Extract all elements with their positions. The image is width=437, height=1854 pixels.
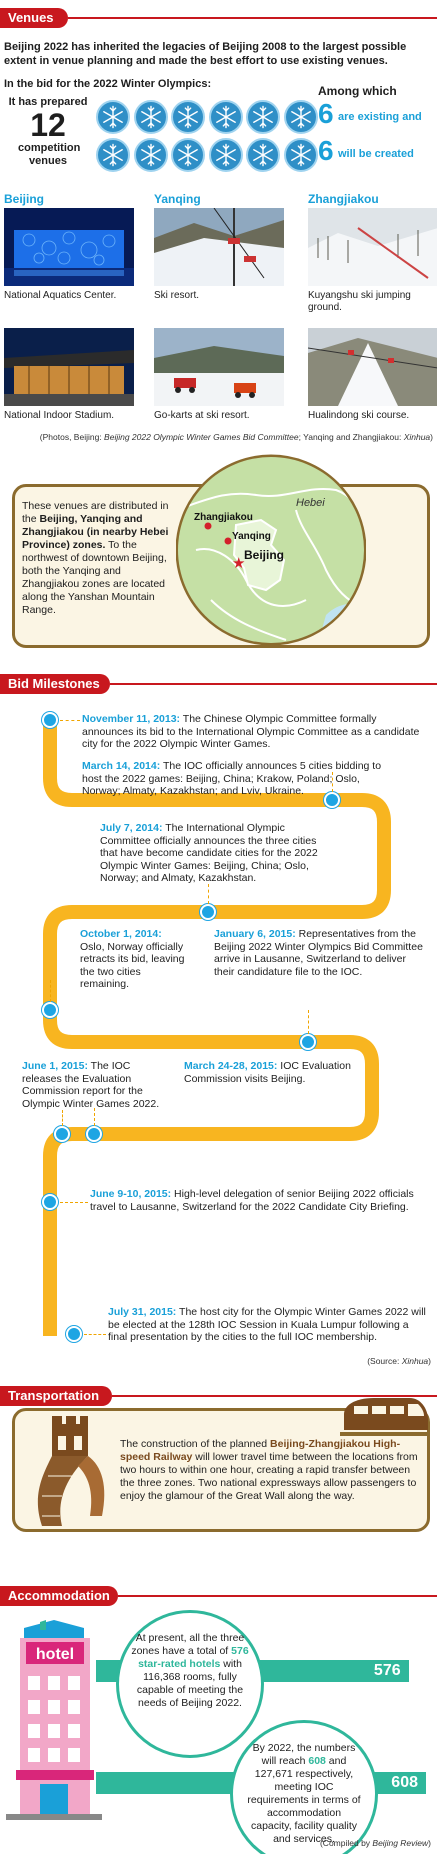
leader-4 xyxy=(50,980,51,1002)
caption-national-aquatics-center: National Aquatics Center. xyxy=(4,290,117,301)
milestones-source-name: Xinhua xyxy=(401,1356,429,1366)
milestone-7-date: March 24-28, 2015: xyxy=(184,1060,278,1072)
milestone-8-text: High-level delegation of senior Beijing 2022 officials travel to Lausanne, Switzerland for the 2022 Candidate City Briefing. xyxy=(90,1188,414,1213)
zone-map xyxy=(176,450,366,650)
accommodation-text-1c: with 116,368 rooms, fully capable of meeting the needs of Beijing 2022. xyxy=(136,1658,244,1709)
milestone-2-text: The IOC officially announces 5 cities bidding to host the 2022 games: Beijing, China; Krakow, Poland; Oslo, Norway; Almaty, Kazakhstan; and Lviv, Ukraine. xyxy=(82,760,382,797)
map-zhangjiakou-label: Zhangjiakou xyxy=(194,512,253,523)
footer-credit-source: Beijing Review xyxy=(372,1838,429,1848)
snowflake-icon xyxy=(209,138,243,172)
milestone-6-date: June 1, 2015: xyxy=(22,1060,88,1072)
milestones-heading-rule xyxy=(110,683,437,685)
milestone-1 xyxy=(82,713,422,751)
map-beijing-label: Beijing xyxy=(244,548,285,562)
map-text-b: Beijing, Yanqing and Zhangjiakou (in nearby Hebei Province) zones. xyxy=(22,513,169,551)
milestones-source-prefix: (Source: xyxy=(367,1356,402,1366)
milestone-4-text: Oslo, Norway officially retracts its bid, leaving the two cities remaining. xyxy=(80,940,185,990)
milestone-3-text: The International Olympic Committee officially announces the three cities that have become candidate cities for the 2022 Olympic Winter Games: Beijing, China; Oslo, Norway; and Almaty, Kazakhstan. xyxy=(100,822,318,884)
caption-hualindong-ski-course: Hualindong ski course. xyxy=(308,410,410,421)
milestones-heading: Bid Milestones xyxy=(0,674,110,694)
photo-credit-suffix: ) xyxy=(430,432,433,442)
hotels-now-bar: 576 xyxy=(96,1660,409,1682)
milestone-2 xyxy=(82,760,382,798)
accommodation-text-1a: At present, all the three zones have a total of xyxy=(131,1632,245,1657)
milestone-3-date: July 7, 2014: xyxy=(100,822,163,834)
milestone-3 xyxy=(100,822,330,885)
leader-9 xyxy=(84,1334,106,1335)
snowflake-icon xyxy=(96,138,130,172)
bid-label: In the bid for the 2022 Winter Olympics: xyxy=(4,78,212,90)
transportation-heading: Transportation xyxy=(0,1386,112,1406)
accommodation-text-2 xyxy=(246,1742,362,1846)
photo-credit xyxy=(0,432,433,442)
zhangjiakou-dot xyxy=(205,523,212,530)
leader-6 xyxy=(62,1110,63,1126)
leader-5 xyxy=(308,1010,309,1034)
caption-national-indoor-stadium: National Indoor Stadium. xyxy=(4,410,115,421)
yanqing-dot xyxy=(225,538,232,545)
map-description xyxy=(22,500,172,617)
map-text-c: To the northwest of downtown Beijing, both the Yanqing and Zhangjiakou zones are located along the Yanshan Mountain Range. xyxy=(22,539,167,616)
milestone-5-date: January 6, 2015: xyxy=(214,928,296,940)
photo-national-indoor-stadium xyxy=(4,328,134,406)
venues-intro: Beijing 2022 has inherited the legacies of Beijing 2008 to the largest possible extent in venue planning and made the best effort to use existing venues. xyxy=(4,41,407,67)
milestone-dot-6 xyxy=(54,1126,70,1142)
photo-hualindong-ski-course xyxy=(308,328,437,406)
milestone-9-date: July 31, 2015: xyxy=(108,1306,177,1318)
accommodation-text-2a: By 2022, the numbers will reach xyxy=(252,1742,356,1767)
milestone-dot-8 xyxy=(42,1194,58,1210)
milestone-track xyxy=(0,700,437,1355)
among-label: Among which xyxy=(318,84,397,98)
milestone-dot-7 xyxy=(86,1126,102,1142)
hotel-building-icon xyxy=(6,1620,102,1820)
photo-credit-mid: ; Yanqing and Zhangjiakou: xyxy=(298,432,404,442)
venue-count: 12 xyxy=(30,107,66,143)
milestone-9 xyxy=(108,1306,426,1344)
milestone-dot-1 xyxy=(42,712,58,728)
transportation-text-a: The construction of the planned xyxy=(120,1438,271,1450)
milestone-7 xyxy=(184,1060,404,1085)
photo-ski-resort xyxy=(154,208,284,286)
photo-kuyangshu-ski-jumping xyxy=(308,208,437,286)
snowflake-icon xyxy=(246,100,280,134)
leader-8 xyxy=(60,1202,88,1203)
high-speed-train-icon xyxy=(340,1390,430,1442)
photo-credit-source1: Beijing 2022 Olympic Winter Games Bid Committee xyxy=(104,432,299,442)
milestone-8-date: June 9-10, 2015: xyxy=(90,1188,172,1200)
leader-3 xyxy=(208,884,209,904)
photo-credit-prefix: (Photos, Beijing: xyxy=(39,432,105,442)
snowflake-icon xyxy=(209,100,243,134)
venue-count-caption: competition venues xyxy=(18,142,81,167)
leader-7 xyxy=(94,1108,95,1126)
caption-kuyangshu-ski-jumping: Kuyangshu ski jumping ground. xyxy=(308,290,411,313)
milestone-6 xyxy=(22,1060,172,1110)
map-hebei-label: Hebei xyxy=(296,497,325,509)
accommodation-star-rated: star-rated hotels xyxy=(138,1658,221,1670)
milestone-2-date: March 14, 2014: xyxy=(82,760,161,772)
prepared-label: It has prepared xyxy=(8,96,88,108)
created-number: 6 xyxy=(318,135,334,166)
existing-label: are existing and xyxy=(338,111,422,123)
milestone-4 xyxy=(80,928,186,991)
snowflake-icon xyxy=(134,138,168,172)
footer-credit xyxy=(0,1838,431,1848)
column-beijing: Beijing xyxy=(4,192,45,206)
accommodation-608: 608 xyxy=(308,1755,326,1767)
milestone-5-text: Representatives from the Beijing 2022 Winter Olympics Bid Committee arrive in Lausanne, Switzerland to deliver their candidature file to the IOC. xyxy=(214,928,423,978)
photo-national-aquatics-center xyxy=(4,208,134,286)
milestone-dot-9 xyxy=(66,1326,82,1342)
photo-credit-source2: Xinhua xyxy=(403,432,431,442)
accommodation-text-2b: and 127,671 respectively, meeting IOC requirements in terms of accommodation capacity, facility quality and services. xyxy=(247,1755,361,1845)
milestone-4-date: October 1, 2014: xyxy=(80,928,162,940)
hotel-sign: hotel xyxy=(35,1646,75,1663)
map-yanqing-label: Yanqing xyxy=(232,531,271,542)
beijing-star-icon: ★ xyxy=(232,554,246,572)
great-wall-icon xyxy=(22,1396,112,1536)
footer-credit-prefix: (Compiled by xyxy=(319,1838,373,1848)
milestone-1-date: November 11, 2013: xyxy=(82,713,181,725)
transportation-text xyxy=(120,1438,420,1503)
hotels-2022-bar: 608 xyxy=(96,1772,426,1794)
snowflake-icon xyxy=(284,100,318,134)
prepared-block xyxy=(2,96,94,168)
map-text-a: These venues are distributed in the xyxy=(22,500,169,525)
snowflake-icon xyxy=(284,138,318,172)
caption-ski-resort: Ski resort. xyxy=(154,290,200,301)
milestones-source xyxy=(0,1356,431,1366)
column-zhangjiakou: Zhangjiakou xyxy=(308,192,379,206)
milestone-dot-3 xyxy=(200,904,216,920)
photo-go-karts xyxy=(154,328,284,406)
snowflake-icon xyxy=(246,138,280,172)
existing-number: 6 xyxy=(318,98,334,129)
accommodation-576: 576 xyxy=(231,1645,249,1657)
milestone-9-text: The host city for the Olympic Winter Games 2022 will be elected at the 128th IOC Session in Kuala Lumpur following a final presentation by the cities to the full IOC membership. xyxy=(108,1306,426,1343)
transportation-text-c: will lower travel time between the locations from two hours to within one hour, creating a rapid transfer between the three zones. Two national expressways allow passengers to enjoy the glamour of the Great Wall along the way. xyxy=(120,1451,418,1502)
milestone-1-text: The Chinese Olympic Committee formally announces its bid to the International Olympic Committee as a candidate city for the 2022 Olympic Winter Games. xyxy=(82,713,420,750)
snowflake-icon xyxy=(134,100,168,134)
accommodation-heading-rule xyxy=(118,1595,437,1597)
column-yanqing: Yanqing xyxy=(154,192,201,206)
created-label: will be created xyxy=(338,148,414,160)
milestone-dot-5 xyxy=(300,1034,316,1050)
milestones-source-suffix: ) xyxy=(428,1356,431,1366)
footer-credit-suffix: ) xyxy=(428,1838,431,1848)
venues-heading: Venues xyxy=(0,8,68,28)
milestone-8 xyxy=(90,1188,424,1213)
snowflake-icon xyxy=(171,138,205,172)
caption-go-karts: Go-karts at ski resort. xyxy=(154,410,250,421)
leader-1 xyxy=(60,720,80,721)
venues-heading-rule xyxy=(68,17,437,19)
transportation-railway: Beijing-Zhangjiakou High-speed Railway xyxy=(120,1438,401,1463)
accommodation-text-1 xyxy=(130,1632,250,1710)
milestone-7-text: IOC Evaluation Commission visits Beijing. xyxy=(184,1060,351,1085)
milestone-5 xyxy=(214,928,428,978)
accommodation-heading: Accommodation xyxy=(0,1586,118,1606)
milestone-dot-4 xyxy=(42,1002,58,1018)
snowflake-icon xyxy=(96,100,130,134)
snowflake-icon xyxy=(171,100,205,134)
milestone-6-text: The IOC releases the Evaluation Commission report for the Olympic Winter Games 2022. xyxy=(22,1060,160,1110)
